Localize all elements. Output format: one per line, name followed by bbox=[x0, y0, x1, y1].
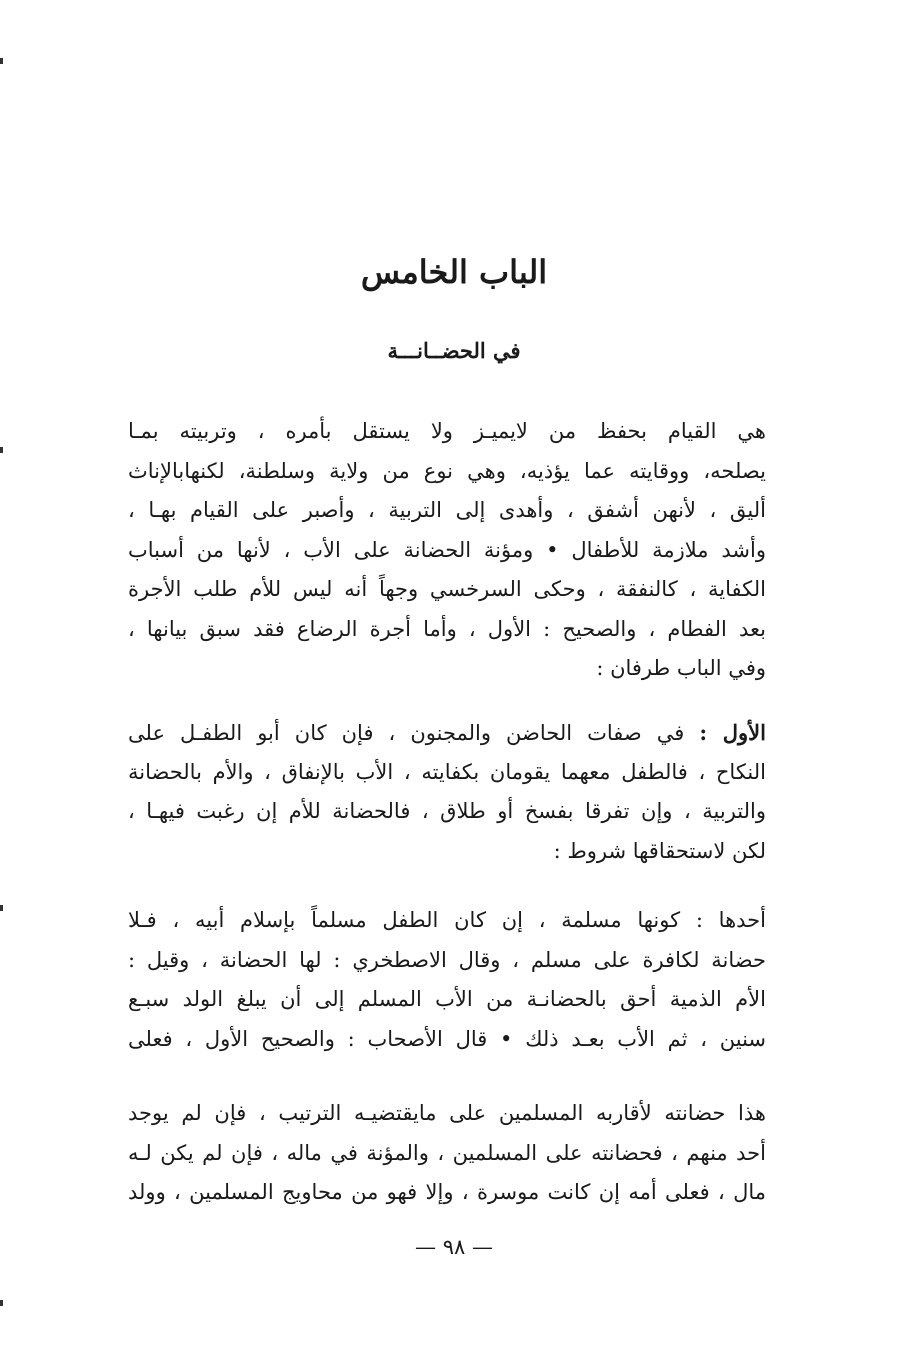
text-line: أحد منهم ، فحضانته على المسلمين ، والمؤنة في ماله ، فإن لم يكن لـه bbox=[128, 1140, 766, 1165]
paragraph-continuation bbox=[128, 1094, 766, 1213]
paragraph-lead: الأول : bbox=[699, 720, 766, 745]
paragraph-first-part bbox=[128, 713, 766, 871]
text-line: سنين ، ثم الأب بعـد ذلك • قال الأصحاب : والصحيح الأول ، فعلى bbox=[128, 1026, 766, 1051]
text-line: وأشد ملازمة للأطفال • ومؤنة الحضانة على الأب ، لأنها من أسباب bbox=[128, 537, 766, 562]
text-line: والتربية ، وإن تفرقا بفسخ أو طلاق ، فالحضانة للأم إن رغبت فيهـا ، bbox=[128, 799, 766, 823]
text-line: الأم الذمية أحق بالحضانـة من الأب المسلم إلى أن يبلغ الولد سبـع bbox=[128, 987, 766, 1011]
text-line: هذا حضانته لأقاربه المسلمين على مايقتضيـه الترتيب ، فإن لم يوجد bbox=[128, 1101, 766, 1125]
text-line: يصلحه، ووقايته عما يؤذيه، وهي نوع من ولاية وسلطنة، لكنهابالإناث bbox=[128, 458, 766, 483]
text-line: حضانة لكافرة على مسلم ، وقال الاصطخري : لها الحضانة ، وقيل : bbox=[128, 947, 766, 972]
page-number: — ٩٨ — bbox=[415, 1235, 493, 1259]
text-line bbox=[128, 713, 766, 753]
text-line: أحدها : كونها مسلمة ، إن كان الطفل مسلماً بإسلام أبيه ، فـلا bbox=[128, 908, 766, 932]
text-line: لكن لاستحقاقها شروط : bbox=[553, 838, 766, 863]
text-line: أليق ، لأنهن أشفق ، وأهدى إلى التربية ، وأصبر على القيام بهـا ، bbox=[128, 498, 766, 522]
text-line: وفي الباب طرفان : bbox=[596, 656, 766, 680]
margin-mark bbox=[0, 1300, 3, 1306]
text-line-rest: في صفات الحاضن والمجنون ، فإن كان أبو الطفـل على bbox=[128, 721, 700, 745]
text-line: مال ، فعلى أمه إن كانت موسرة ، وإلا فهو من محاويج المسلمين ، وولد bbox=[128, 1180, 766, 1204]
text-line: بعد الفطام ، والصحيح : الأول ، وأما أجرة الرضاع فقد سبق بيانها ، bbox=[128, 616, 766, 641]
chapter-title: الباب الخامس bbox=[360, 253, 548, 291]
text-line: الكفاية ، كالنفقة ، وحكى السرخسي وجهاً أنه ليس للأم طلب الأجرة bbox=[128, 577, 766, 601]
margin-mark bbox=[0, 58, 3, 64]
text-line: النكاح ، فالطفل معهما يقومان بكفايته ، الأب بالإنفاق ، والأم بالحضانة bbox=[128, 759, 766, 784]
text-line: هي القيام بحفظ من لايميـز ولا يستقل بأمره ، وتربيته بمـا bbox=[128, 419, 766, 443]
paragraph-definition bbox=[128, 412, 766, 689]
section-title: في الحضــانـــة bbox=[387, 338, 521, 363]
margin-mark bbox=[0, 447, 3, 453]
paragraph-condition-one bbox=[128, 901, 766, 1059]
margin-mark bbox=[0, 905, 3, 911]
